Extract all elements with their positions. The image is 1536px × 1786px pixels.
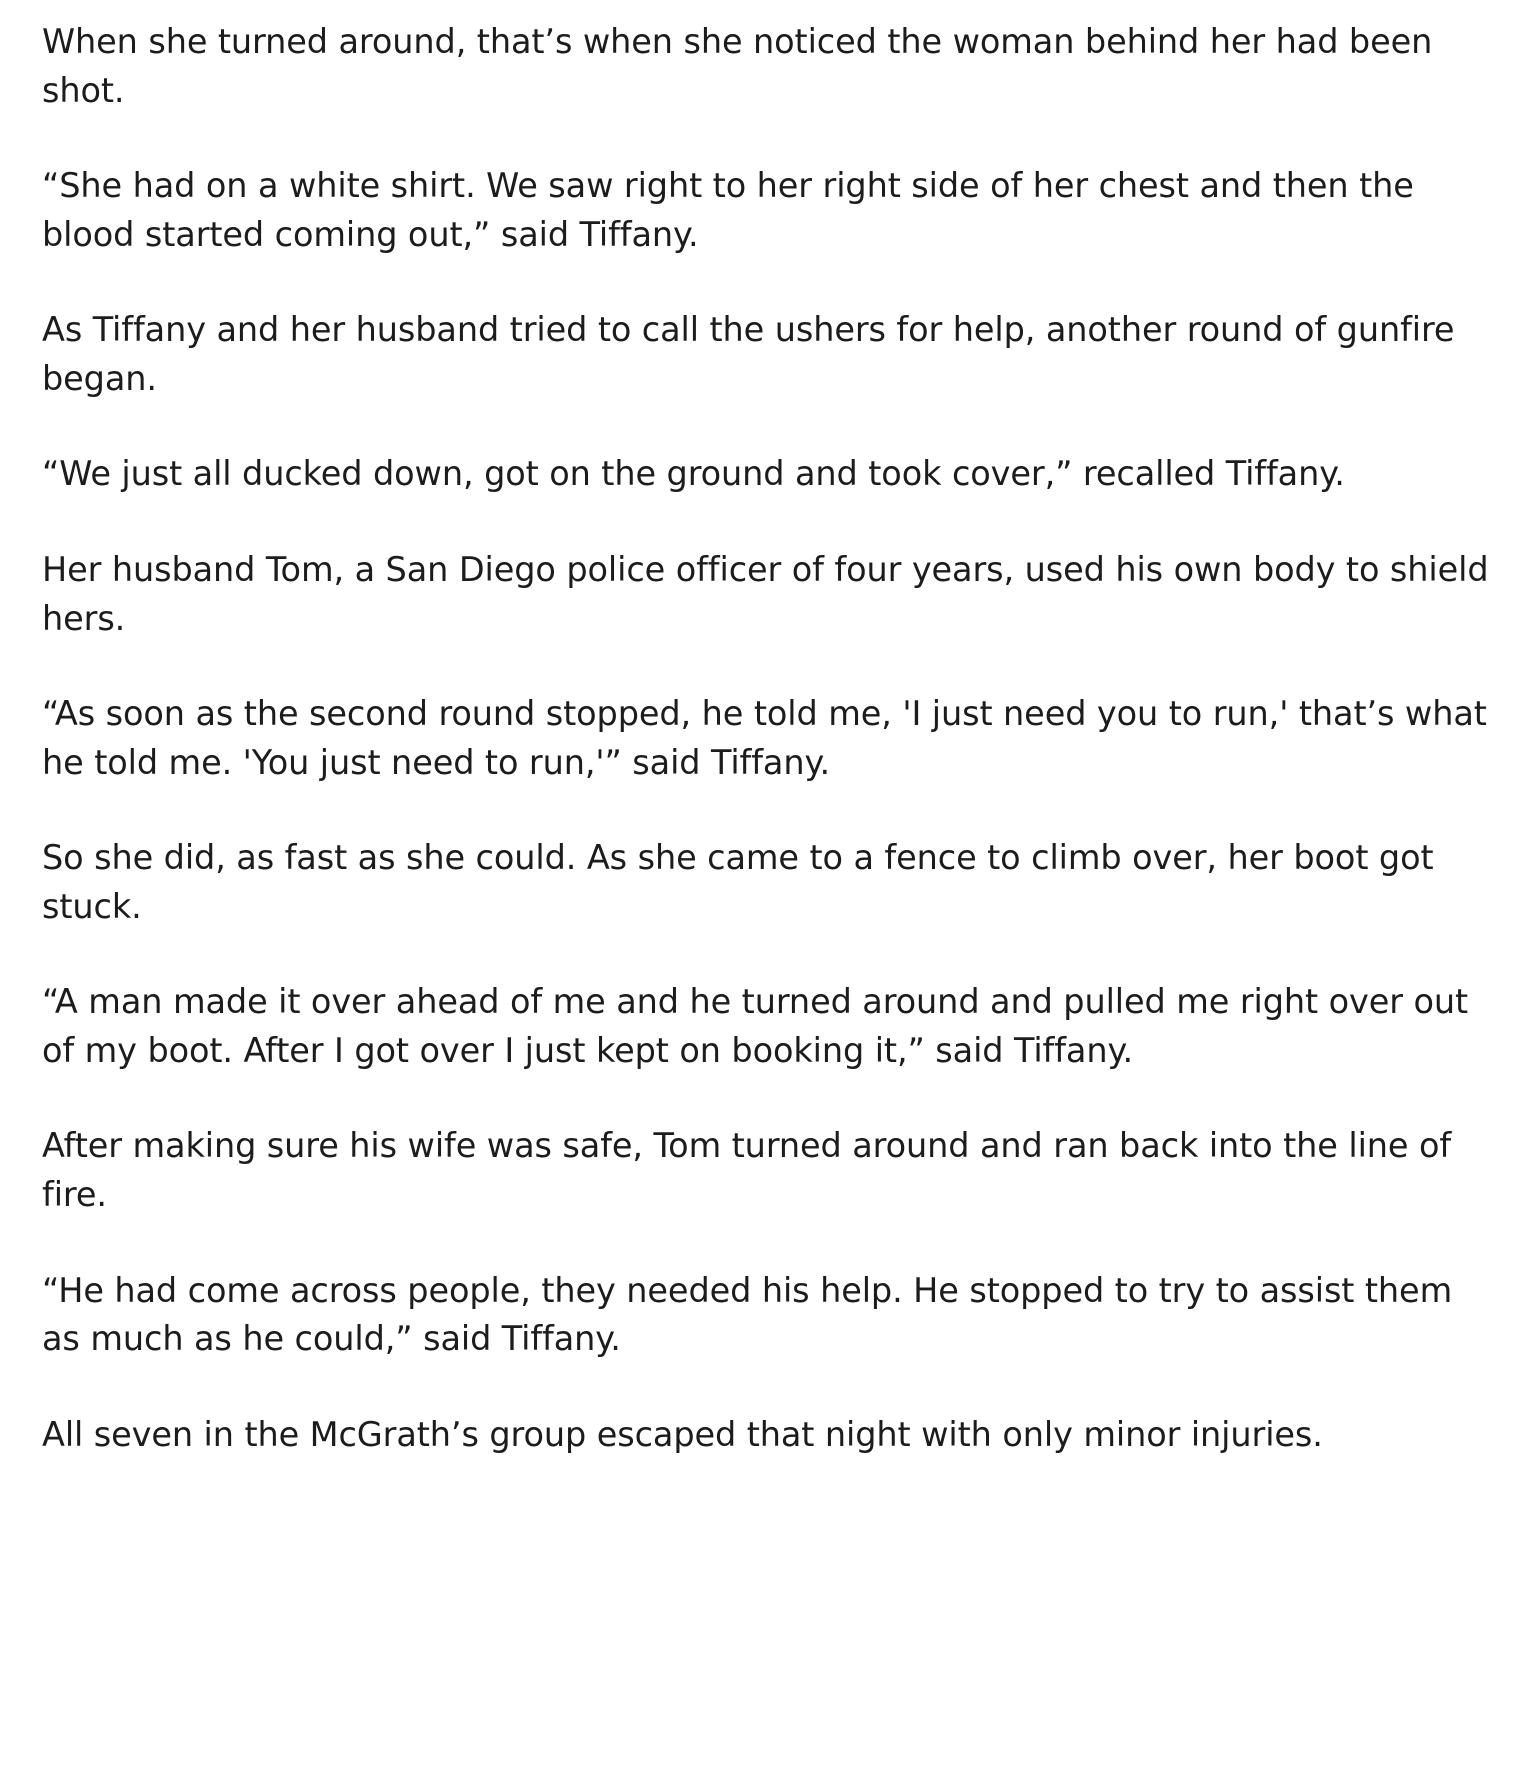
- article-paragraph: “As soon as the second round stopped, he told me, 'I just need you to run,' that’s what he told me. 'You just need to run,'” said Tiffany.: [42, 694, 1487, 782]
- article-paragraph: “He had come across people, they needed his help. He stopped to try to assist them as much as he could,” said Tiffany.: [42, 1270, 1453, 1359]
- article-paragraph: Her husband Tom, a San Diego police officer of four years, used his own body to shield hers.: [42, 549, 1489, 638]
- article-paragraph: After making sure his wife was safe, Tom turned around and ran back into the line of fire.: [42, 1126, 1452, 1214]
- article-paragraph: So she did, as fast as she could. As she came to a fence to climb over, her boot got stuck.: [42, 838, 1434, 926]
- article-paragraph: All seven in the McGrath’s group escaped that night with only minor injuries.: [42, 1414, 1323, 1454]
- article-paragraph: “A man made it over ahead of me and he turned around and pulled me right over out of my boot. After I got over I just kept on booking it,” said Tiffany.: [42, 982, 1469, 1070]
- article-paragraph: When she turned around, that’s when she noticed the woman behind her had been shot.: [42, 22, 1433, 110]
- article-paragraph: As Tiffany and her husband tried to call the ushers for help, another round of gunfire began.: [42, 310, 1455, 398]
- article-paragraph: “We just all ducked down, got on the ground and took cover,” recalled Tiffany.: [42, 454, 1345, 494]
- article-paragraph: “She had on a white shirt. We saw right to her right side of her chest and then the blood started coming out,” said Tiffany.: [42, 166, 1414, 254]
